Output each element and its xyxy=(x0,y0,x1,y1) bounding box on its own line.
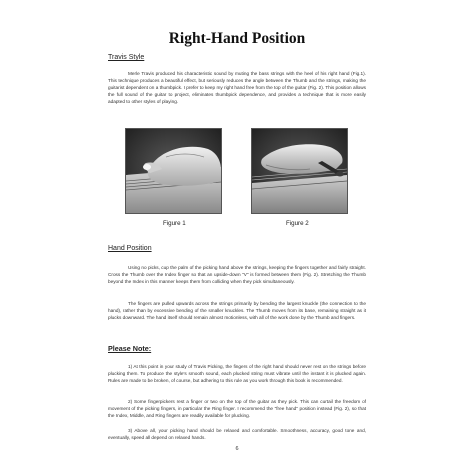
figure-1-caption: Figure 1 xyxy=(163,220,186,227)
hand-position-text-1: Using no picks, cup the palm of the picking hand above the strings, keeping the fingers together and fairly straight. Cross the Thumb over the Index finger so that an upside-down "V" is formed between them (Fig. 2). Stretching the Thumb beyond the Index in this manner keeps them from colliding when they pick simultaneously. xyxy=(108,265,366,284)
hand-position-text-2: The fingers are pulled upwards across the strings primarily by bending the largest knuckle (the connection to the hand), rather than by excessive bending of the smaller knuckles. The Thumb moves from its base, remaining straight as it plucks downward. The hand itself should remain almost motionless, with all of the work done by the Thumb and fingers. xyxy=(108,301,366,320)
note-3-text: 3) Above all, your picking hand should be relaxed and comfortable. Smoothness, accuracy, good tone and, eventually, speed all depend on relaxed hands. xyxy=(108,428,366,440)
note-2-paragraph xyxy=(108,398,366,419)
section-heading-hand-position: Hand Position xyxy=(108,245,152,252)
note-1-text: 1) At this point in your study of Travis Picking, the fingers of the right hand should never rest on the strings before plucking them. To produce the style's smooth sound, each plucked string must vibrate until the instant it is plucked again. Rules are made to be broken, of course, but adhering to this rule as you work through this book is recommended. xyxy=(108,364,366,383)
figure-2-image xyxy=(252,129,347,213)
figure-2-photo xyxy=(251,128,348,214)
figure-1-photo xyxy=(125,128,222,214)
figure-2-caption: Figure 2 xyxy=(286,220,309,227)
section-heading-travis-style: Travis Style xyxy=(108,54,145,61)
page-number: 6 xyxy=(235,446,239,452)
figure-1-image xyxy=(126,129,221,213)
section-heading-please-note: Please Note: xyxy=(108,344,152,353)
hand-position-paragraph-1 xyxy=(108,264,366,285)
hand-position-paragraph-2 xyxy=(108,300,366,321)
note-3-paragraph xyxy=(108,427,366,441)
travis-style-text: Merle Travis produced his characteristic sound by muting the bass strings with the heel of his right hand (Fig.1). This technique produces a beautiful effect, but seriously reduces the angle between the Thumb and the strings, making the guitarist dependent on a thumbpick. I prefer to keep my right hand free from the top of the guitar (Fig. 2). This position allows the full sound of the guitar to project, eliminates thumbpick dependence, and provides a technique that is more easily adapted to other styles of playing. xyxy=(108,71,366,104)
note-1-paragraph xyxy=(108,363,366,384)
travis-style-paragraph xyxy=(108,70,366,105)
note-2-text: 2) Some fingerpickers rest a finger or two on the top of the guitar as they pick. This can curtail the freedom of movement of the picking fingers, in particular the Ring finger. I recommend the "free hand" position instead (Fig. 2), so that the Index, Middle, and Ring fingers are readily available for plucking. xyxy=(108,399,366,418)
page-title: Right-Hand Position xyxy=(168,30,306,47)
